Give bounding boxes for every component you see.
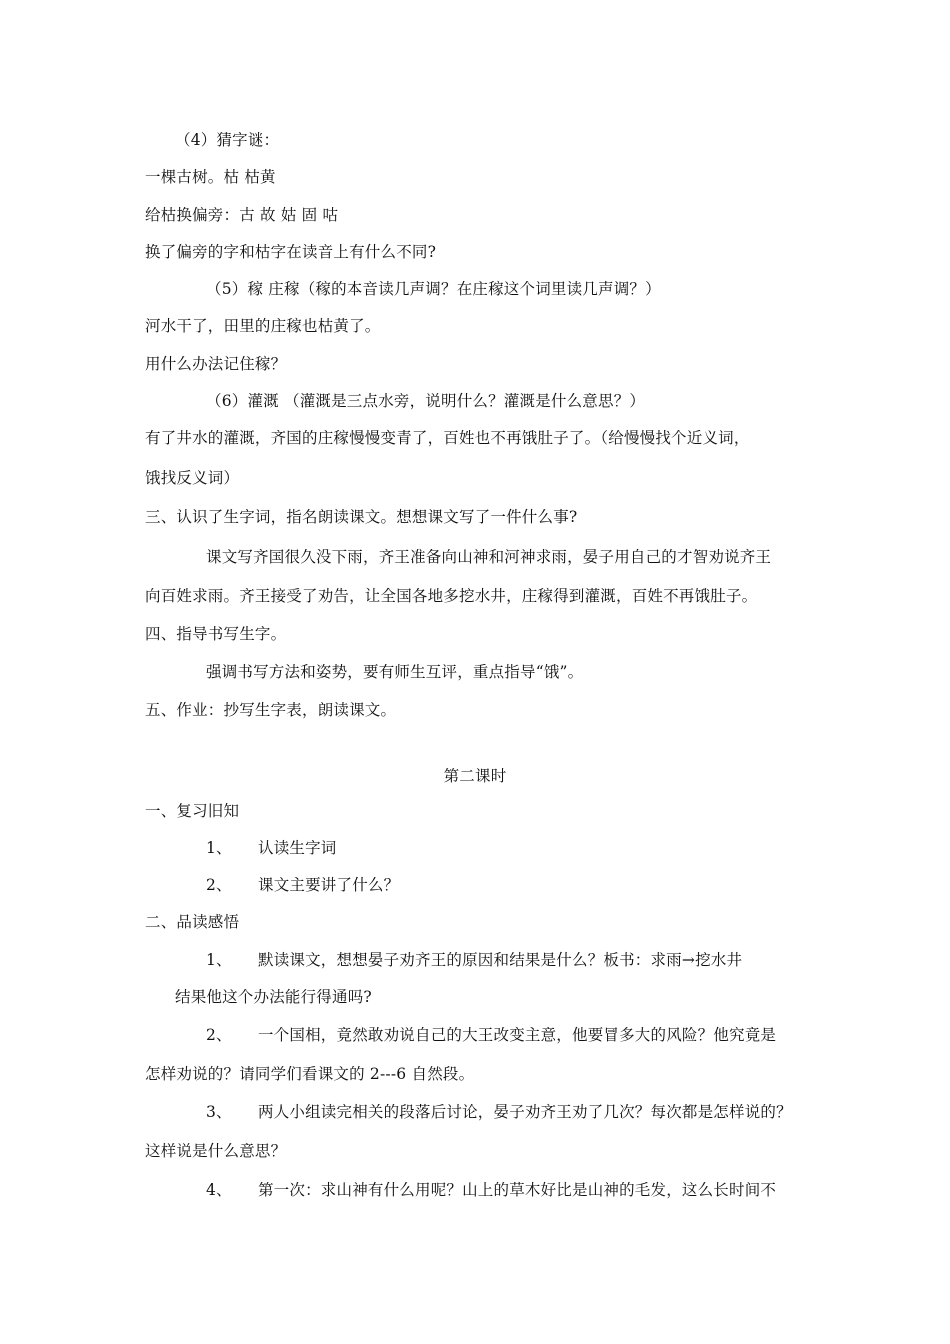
- reading-item-text: 一个国相，竟然敢劝说自己的大王改变主意，他要冒多大的风险？他究竟是: [258, 1026, 777, 1044]
- reading-item: [206, 1025, 776, 1045]
- reading-item: [206, 1180, 776, 1200]
- section-5-heading: 五、作业：抄写生字表，朗读课文。: [145, 701, 397, 719]
- reading-item-number: 3、: [206, 1103, 232, 1121]
- riddle-heading: （4）猜字谜：: [175, 131, 280, 149]
- reading-item-text: 第一次：求山神有什么用呢？山上的草木好比是山神的毛发，这么长时间不: [258, 1181, 777, 1199]
- riddle-question: 换了偏旁的字和枯字在读音上有什么不同?: [145, 243, 437, 261]
- word-5-heading: （5）稼 庄稼（稼的本音读几声调？在庄稼这个词里读几声调？）: [206, 280, 661, 298]
- reading-item: [206, 950, 742, 970]
- section-3-answer-part-2: 向百姓求雨。齐王接受了劝告，让全国各地多挖水井，庄稼得到灌溉，百姓不再饿肚子。: [145, 587, 758, 605]
- riddle-line-2: 给枯换偏旁：古 故 姑 固 咕: [145, 206, 339, 224]
- reading-heading: 二、品读感悟: [145, 913, 240, 931]
- reading-item-number: 4、: [206, 1181, 232, 1199]
- word-5-sentence: 河水干了，田里的庄稼也枯黄了。: [145, 317, 381, 335]
- lesson-2-title: 第二课时: [443, 767, 507, 785]
- word-6-sentence-part-1: 有了井水的灌溉，齐国的庄稼慢慢变青了，百姓也不再饿肚子了。（给慢慢找个近义词，: [145, 429, 750, 447]
- review-item-text: 课文主要讲了什么？: [258, 876, 400, 894]
- section-4-heading: 四、指导书写生字。: [145, 625, 287, 643]
- reading-item: [206, 1102, 792, 1122]
- reading-item-text: 两人小组读完相关的段落后讨论，晏子劝齐王劝了几次？每次都是怎样说的？: [258, 1103, 792, 1121]
- review-item-text: 认读生字词: [258, 839, 337, 857]
- word-6-heading: （6）灌溉 （灌溉是三点水旁，说明什么？灌溉是什么意思？）: [206, 392, 646, 410]
- review-heading: 一、复习旧知: [145, 802, 240, 820]
- section-3-heading: 三、认识了生字词，指名朗读课文。想想课文写了一件什么事?: [145, 508, 578, 526]
- reading-item-number: 2、: [206, 1026, 232, 1044]
- reading-item-continuation: 怎样劝说的？请同学们看课文的 2---6 自然段。: [145, 1065, 475, 1083]
- reading-item-continuation: 这样说是什么意思？: [145, 1142, 287, 1160]
- reading-item-continuation: 结果他这个办法能行得通吗?: [175, 988, 372, 1006]
- review-item-number: 2、: [206, 876, 232, 894]
- reading-item-text: 默读课文，想想晏子劝齐王的原因和结果是什么？板书：求雨→挖水井: [258, 951, 743, 969]
- section-4-body: 强调书写方法和姿势，要有师生互评，重点指导“饿”。: [206, 663, 584, 681]
- riddle-line-1: 一棵古树。枯 枯黄: [145, 168, 276, 186]
- word-5-question: 用什么办法记住稼？: [145, 355, 287, 373]
- section-3-answer-part-1: 课文写齐国很久没下雨，齐王准备向山神和河神求雨，晏子用自己的才智劝说齐王: [206, 548, 772, 566]
- word-6-sentence-part-2: 饿找反义词）: [145, 469, 240, 487]
- review-item-number: 1、: [206, 839, 232, 857]
- review-item: [206, 875, 399, 895]
- review-item: [206, 838, 337, 858]
- reading-item-number: 1、: [206, 951, 232, 969]
